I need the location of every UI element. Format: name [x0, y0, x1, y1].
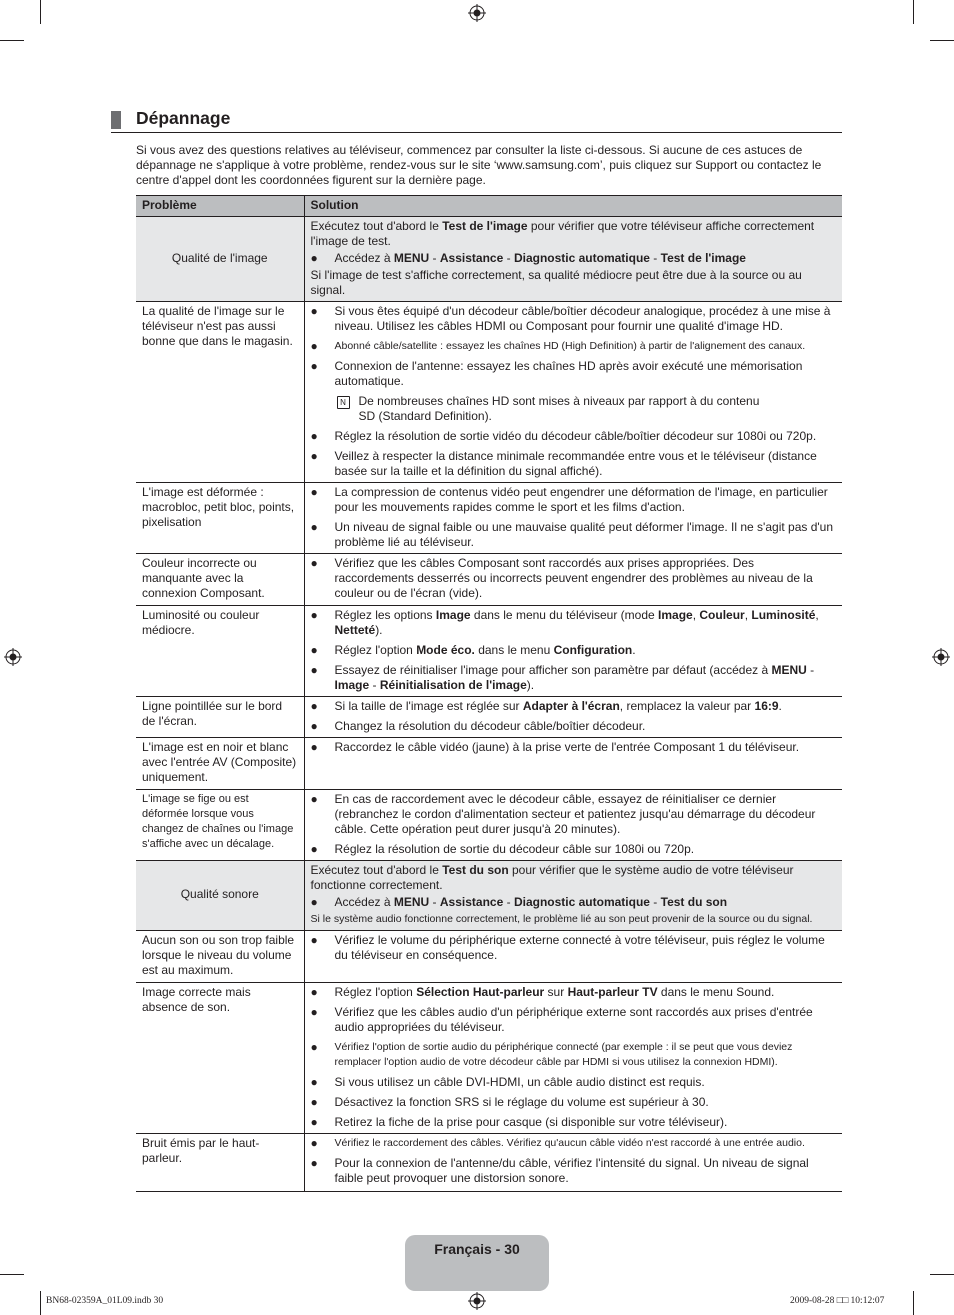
crop-mark [0, 1274, 24, 1275]
solution-cell [304, 931, 842, 983]
problem-cell: L'image est déformée : macrobloc, petit bloc, points, pixelisation [136, 483, 304, 554]
list-item: ● Veillez à respecter la distance minimale recommandée entre vous et le téléviseur (distance basée sur la taille et la définition du signal affiché). [310, 449, 817, 478]
list-item: ● Accédez à MENU - Assistance - Diagnostic automatique - Test du son [310, 895, 728, 909]
bullet-icon: ● [310, 1136, 318, 1150]
column-header-solution: Solution [304, 196, 842, 217]
bullet-icon: ● [310, 1005, 318, 1019]
list-item: ● Réglez les options Image dans le menu du téléviseur (mode Image, Couleur, Luminosité, Netteté). [310, 608, 819, 637]
bullet-icon: ● [310, 251, 318, 265]
bullet-icon: ● [310, 359, 318, 373]
solution-text: Exécutez tout d'abord le Test de l'image pour vérifier que votre téléviseur affiche correctement l'image de test. [310, 219, 815, 248]
bullet-icon: ● [310, 699, 318, 713]
list-item: ● Abonné câble/satellite : essayez les chaînes HD (High Definition) à partir de l'alignement des canaux. [310, 339, 806, 353]
list-item: ● Désactivez la fonction SRS si le réglage du volume est supérieur à 30. [310, 1095, 709, 1109]
list-item: ● En cas de raccordement avec le décodeur câble, essayez de réinitialiser ce dernier (rebranchez le cordon d'alimentation secteur et patientez jusqu'au démarrage du décodeur câble. Cette opération peut durer jusqu'à 20 minutes). [310, 792, 816, 836]
registration-mark-icon [4, 648, 22, 666]
bullet-icon: ● [310, 339, 318, 353]
crop-mark [40, 1291, 41, 1315]
bullet-icon: ● [310, 895, 318, 909]
problem-cell: Couleur incorrecte ou manquante avec la connexion Composant. [136, 554, 304, 606]
problem-cell: Qualité de l'image [136, 217, 304, 302]
bullet-icon: ● [310, 643, 318, 657]
bullet-icon: ● [310, 1075, 318, 1089]
solution-cell [304, 790, 842, 861]
print-slug-right: 2009-08-28 □□ 10:12:07 [790, 1296, 885, 1306]
table-row [136, 738, 842, 790]
solution-cell [304, 983, 842, 1134]
solution-cell [304, 1134, 842, 1192]
solution-note: Si le système audio fonctionne correctement, le problème lié au son peut provenir de la source ou du signal. [310, 913, 813, 925]
bullet-icon: ● [310, 1156, 318, 1170]
table-row [136, 606, 842, 697]
list-item: ● Accédez à MENU - Assistance - Diagnostic automatique - Test de l'image [310, 251, 746, 265]
list-item: ● Un niveau de signal faible ou une mauvaise qualité peut déformer l'image. Il ne s'agit pas d'un problème lié au téléviseur. [310, 520, 834, 549]
list-item: ● Changez la résolution du décodeur câble/boîtier décodeur. [310, 719, 646, 733]
solution-cell [304, 217, 842, 302]
bullet-icon: ● [310, 1040, 318, 1054]
crop-mark [930, 1274, 954, 1275]
table-row [136, 931, 842, 983]
bullet-icon: ● [310, 520, 318, 534]
problem-cell: Bruit émis par le haut-parleur. [136, 1134, 304, 1192]
table-row [136, 983, 842, 1134]
list-item: ● Réglez l'option Sélection Haut-parleur sur Haut-parleur TV dans le menu Sound. [310, 985, 775, 999]
list-item: ● Vérifiez l'option de sortie audio du périphérique connecté (par exemple : il se peut que vous deviez remplacer l'option audio de votre décodeur câble par HDMI si vous utilisez la connexion HDMI). [310, 1040, 793, 1068]
section-header [111, 108, 842, 133]
table-row [136, 217, 842, 302]
bullet-icon: ● [310, 933, 318, 947]
bullet-icon: ● [310, 792, 318, 806]
bullet-icon: ● [310, 842, 318, 856]
problem-cell: La qualité de l'image sur le téléviseur n'est pas aussi bonne que dans le magasin. [136, 302, 304, 483]
problem-cell: Ligne pointillée sur le bord de l'écran. [136, 697, 304, 738]
list-item: ● Réglez l'option Mode éco. dans le menu Configuration. [310, 643, 636, 657]
solution-cell [304, 861, 842, 931]
problem-cell: L'image est en noir et blanc avec l'entrée AV (Composite) uniquement. [136, 738, 304, 790]
solution-cell [304, 697, 842, 738]
solution-cell [304, 302, 842, 483]
registration-mark-icon [468, 4, 486, 22]
solution-cell [304, 554, 842, 606]
table-header-row [136, 196, 842, 217]
crop-mark [913, 0, 914, 24]
list-item: ● Raccordez le câble vidéo (jaune) à la prise verte de l'entrée Composant 1 du téléviseur. [310, 740, 800, 754]
list-item: ● Si vous êtes équipé d'un décodeur câble/boîtier décodeur analogique, procédez à une mise à niveau. Utilisez les câbles HDMI ou Composant pour fournir une qualité d'image HD. [310, 304, 831, 333]
table-row [136, 790, 842, 861]
bullet-icon: ● [310, 608, 318, 622]
solution-cell [304, 483, 842, 554]
crop-mark [0, 40, 24, 41]
bullet-icon: ● [310, 449, 318, 463]
list-item: ● Connexion de l'antenne: essayez les chaînes HD après avoir exécuté une mémorisation automatique. [310, 359, 803, 388]
note-item: N De nombreuses chaînes HD sont mises à niveaux par rapport à du contenu SD (Standard Definition). [311, 394, 837, 424]
crop-mark [930, 40, 954, 41]
intro-paragraph: Si vous avez des questions relatives au téléviseur, commencez par consulter la liste ci-dessous. Si aucune de ces astuces de dépannage ne s'applique à votre problème, rendez-vous sur le site ‘www.samsung.com’, puis cliquez sur Support ou contactez le centre d'appel dont les coordonnées figurent sur la dernière page. [136, 143, 822, 187]
problem-cell: Image correcte mais absence de son. [136, 983, 304, 1134]
list-item: ● Vérifiez que les câbles Composant sont raccordés aux prises appropriées. Des raccordements desserrés ou incorrects peuvent engendrer des problèmes au niveau de la couleur ou de l'écran (vide). [310, 556, 813, 600]
table-row [136, 302, 842, 483]
table-row [136, 861, 842, 931]
crop-mark [40, 0, 41, 24]
problem-cell: Qualité sonore [136, 861, 304, 931]
solution-text: Exécutez tout d'abord le Test du son pour vérifier que le système audio de votre téléviseur fonctionne correctement. [310, 863, 794, 892]
registration-mark-icon [468, 1292, 486, 1310]
problem-cell: Aucun son ou son trop faible lorsque le niveau du volume est au maximum. [136, 931, 304, 983]
list-item: ● Si vous utilisez un câble DVI-HDMI, un câble audio distinct est requis. [310, 1075, 705, 1089]
bullet-icon: ● [310, 985, 318, 999]
title-bar-decoration [111, 111, 121, 129]
registration-mark-icon [932, 648, 950, 666]
solution-note: Si l'image de test s'affiche correctement, sa qualité médiocre peut être due à la source ou au signal. [310, 268, 802, 297]
bullet-icon: ● [310, 485, 318, 499]
solution-cell [304, 738, 842, 790]
table-row [136, 554, 842, 606]
list-item: ● Essayez de réinitialiser l'image pour afficher son paramètre par défaut (accédez à MENU - Image - Réinitialisation de l'image). [310, 663, 815, 692]
crop-mark [913, 1291, 914, 1315]
list-item: ● La compression de contenus vidéo peut engendrer une déformation de l'image, en particulier pour les mouvements rapides comme le sport et les films d'action. [310, 485, 828, 514]
table-row [136, 483, 842, 554]
troubleshooting-table [136, 195, 842, 1192]
bullet-icon: ● [310, 740, 318, 754]
bullet-icon: ● [310, 1115, 318, 1129]
list-item: ● Retirez la fiche de la prise pour casque (si disponible sur votre téléviseur). [310, 1115, 728, 1129]
note-icon: N [337, 396, 350, 409]
bullet-icon: ● [310, 719, 318, 733]
list-item: ● Si la taille de l'image est réglée sur Adapter à l'écran, remplacez la valeur par 16:9. [310, 699, 782, 713]
section-title: Dépannage [136, 108, 231, 128]
table-row [136, 697, 842, 738]
list-item: ● Réglez la résolution de sortie du décodeur câble sur 1080i ou 720p. [310, 842, 695, 856]
bullet-icon: ● [310, 429, 318, 443]
bullet-icon: ● [310, 1095, 318, 1109]
list-item: ● Vérifiez le volume du périphérique externe connecté à votre téléviseur, puis réglez le volume du téléviseur en conséquence. [310, 933, 825, 962]
list-item: ● Pour la connexion de l'antenne/du câble, vérifiez l'intensité du signal. Un niveau de signal faible peut provoquer une distorsion sonore. [310, 1156, 809, 1185]
list-item: ● Vérifiez le raccordement des câbles. Vérifiez qu'aucun câble vidéo n'est raccordé à une entrée audio. [310, 1136, 805, 1150]
bullet-icon: ● [310, 663, 318, 677]
problem-cell: Luminosité ou couleur médiocre. [136, 606, 304, 697]
column-header-problem: Problème [136, 196, 304, 217]
problem-cell: L'image se fige ou est déformée lorsque vous changez de chaînes ou l'image s'affiche avec un décalage. [136, 790, 304, 861]
list-item: ● Réglez la résolution de sortie vidéo du décodeur câble/boîtier décodeur sur 1080i ou 720p. [310, 429, 817, 443]
list-item: ● Vérifiez que les câbles audio d'un périphérique externe sont raccordés aux prises d'entrée audio appropriées du téléviseur. [310, 1005, 813, 1034]
bullet-icon: ● [310, 304, 318, 318]
page-number-label: Français - 30 [434, 1241, 520, 1257]
solution-cell [304, 606, 842, 697]
bullet-icon: ● [310, 556, 318, 570]
print-slug-left: BN68-02359A_01L09.indb 30 [46, 1296, 164, 1306]
table-row [136, 1134, 842, 1192]
